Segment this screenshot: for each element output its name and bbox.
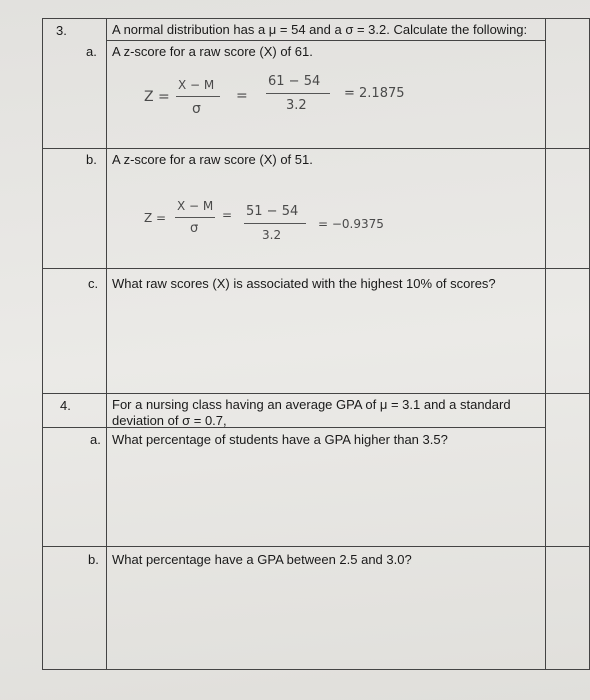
q3a-denominator: σ: [192, 101, 201, 117]
q3b-text: A z-score for a raw score (X) of 51.: [112, 152, 313, 167]
q3a-letter: a.: [86, 44, 97, 59]
q3a-equals: =: [236, 88, 248, 104]
row-line-q3b: [42, 268, 590, 269]
q3a-numerator-values: 61 − 54: [268, 74, 321, 89]
row-line-q3-title: [106, 40, 546, 41]
row-line-q4a: [42, 546, 590, 547]
q4-intro-line1: For a nursing class having an average GPA of μ = 3.1 and a standard: [112, 397, 511, 412]
q3a-denominator-value: 3.2: [286, 98, 307, 113]
q3b-z-label: Z =: [144, 211, 167, 225]
row-line-q3a: [42, 148, 590, 149]
q3b-denominator: σ: [190, 221, 199, 236]
q3b-denominator-value: 3.2: [262, 228, 282, 242]
q3b-fraction-bar: [175, 217, 215, 218]
q3a-result: = 2.1875: [344, 86, 405, 101]
column-divider-1: [106, 18, 107, 670]
q3a-z-label: Z =: [144, 89, 170, 105]
row-line-q3c: [42, 393, 590, 394]
q3b-result: = −0.9375: [318, 217, 384, 231]
q3b-numerator-values: 51 − 54: [246, 204, 299, 219]
q4b-letter: b.: [88, 552, 99, 567]
q3b-equals: =: [222, 208, 233, 222]
q3b-numerator: X − M: [177, 199, 214, 213]
row-line-bottom: [42, 669, 590, 670]
q3c-letter: c.: [88, 276, 99, 291]
q3c-text: What raw scores (X) is associated with the highest 10% of scores?: [112, 276, 496, 291]
q4-number: 4.: [60, 398, 71, 413]
q3-title: A normal distribution has a μ = 54 and a σ = 3.2. Calculate the following:: [112, 22, 528, 37]
q3b-fraction-bar-2: [244, 223, 306, 224]
q4-intro-line2: deviation of σ = 0.7,: [112, 413, 227, 428]
q3a-fraction-bar: [176, 96, 220, 97]
q4a-letter: a.: [90, 432, 101, 447]
q4a-text: What percentage of students have a GPA higher than 3.5?: [112, 432, 448, 447]
q3a-numerator: X − M: [178, 78, 215, 92]
column-divider-2: [545, 18, 546, 670]
row-line-top: [42, 18, 590, 19]
q3a-text: A z-score for a raw score (X) of 61.: [112, 44, 313, 59]
q3a-fraction-bar-2: [266, 93, 330, 94]
q4b-text: What percentage have a GPA between 2.5 and 3.0?: [112, 552, 412, 567]
table-left-border: [42, 18, 43, 670]
q3-number: 3.: [56, 23, 67, 38]
q3b-letter: b.: [86, 152, 97, 167]
